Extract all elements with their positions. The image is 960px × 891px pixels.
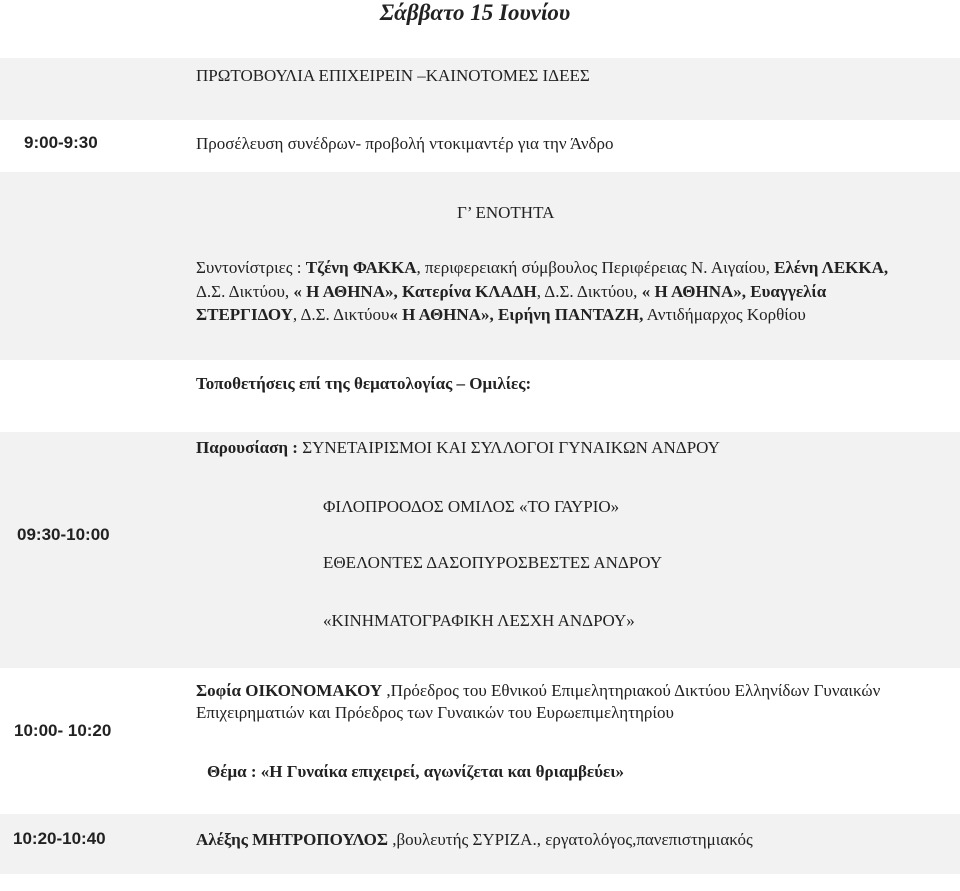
positions-heading: Τοποθετήσεις επί της θεματολογίας – Ομιλίες: [196, 374, 532, 393]
coordinators-line-2 [196, 281, 826, 303]
presentation-label: Παρουσίαση : [196, 438, 303, 457]
row1-time: 9:00-9:30 [24, 133, 98, 152]
speaker1-text [196, 680, 941, 724]
coordinator-name-2: Ελένη ΛΕΚΚΑ, [774, 258, 889, 277]
coordinators-label: Συντονίστριες : [196, 258, 306, 277]
speaker2-time: 10:20-10:40 [13, 829, 106, 848]
presentation-band [0, 432, 960, 668]
presentation-time: 09:30-10:00 [17, 525, 110, 544]
coordinator-role-3: , Δ.Σ. Δικτύου, [536, 282, 642, 301]
coordinators-line-3 [196, 304, 806, 326]
presentation-line [196, 437, 720, 459]
coordinator-role-1: , περιφερειακή σύμβουλος Περιφέρειας Ν. Αιγαίου, [416, 258, 775, 277]
banner-text: ΠΡΩΤΟΒΟΥΛΙΑ ΕΠΙΧΕΙΡΕΙΝ –ΚΑΙΝΟΤΟΜΕΣ ΙΔΕΕΣ [196, 66, 590, 85]
coordinator-name-6: « Η ΑΘΗΝΑ», Ειρήνη ΠΑΝΤΑΖΗ, [389, 305, 644, 324]
coordinator-role-2: Δ.Σ. Δικτύου, [196, 282, 294, 301]
coordinator-name-1: Τζένη ΦΑΚΚΑ [305, 258, 417, 277]
presentation-item: ΕΘΕΛΟΝΤΕΣ ΔΑΣΟΠΥΡΟΣΒΕΣΤΕΣ ΑΝΔΡΟΥ [323, 553, 663, 572]
coordinator-role-5: Αντιδήμαρχος Κορθίου [643, 305, 806, 324]
presentation-title: ΣΥΝΕΤΑΙΡΙΣΜΟΙ ΚΑΙ ΣΥΛΛΟΓΟΙ ΓΥΝΑΙΚΩΝ ΑΝΔΡΟΥ [302, 438, 720, 457]
speaker1-time: 10:00- 10:20 [14, 721, 112, 740]
speaker1-name: Σοφία ΟΙΚΟΝΟΜΑΚΟΥ [196, 681, 383, 700]
speaker2-role: ,βουλευτής ΣΥΡΙΖΑ., εργατολόγος,πανεπιστημιακός [387, 830, 753, 849]
coordinator-name-5: ΣΤΕΡΓΙΔΟΥ [196, 305, 293, 324]
speaker2-text [196, 829, 753, 851]
speaker2-name: Αλέξης ΜΗΤΡΟΠΟΥΛΟΣ [196, 830, 388, 849]
speaker1-topic: Θέμα : «Η Γυναίκα επιχειρεί, αγωνίζεται και θριαμβεύει» [207, 762, 625, 781]
presentation-item: ΦΙΛΟΠΡΟΟΔΟΣ ΟΜΙΛΟΣ «ΤΟ ΓΑΥΡΙΟ» [323, 497, 620, 516]
coordinators-line-1 [196, 257, 888, 279]
speaker1-role: ,Πρόεδρος του Εθνικού Επιμελητηριακού Δικτύου Ελληνίδων Γυναικών Επιχειρηματιών και Πρόεδρος των Γυναικών του Ευρωεπιμελητηρίου [196, 681, 881, 722]
page-title: Σάββατο 15 Ιουνίου [379, 0, 571, 25]
section-heading: Γ’ ΕΝΟΤΗΤΑ [457, 203, 555, 222]
coordinator-name-3: « Η ΑΘΗΝΑ», Κατερίνα ΚΛΑΔΗ [293, 282, 537, 301]
coordinator-role-4: , Δ.Σ. Δικτύου [292, 305, 390, 324]
coordinator-name-4: « Η ΑΘΗΝΑ», Ευαγγελία [641, 282, 827, 301]
presentation-item: «ΚΙΝΗΜΑΤΟΓΡΑΦΙΚΗ ΛΕΣΧΗ ΑΝΔΡΟΥ» [323, 611, 635, 630]
row1-text: Προσέλευση συνέδρων- προβολή ντοκιμαντέρ για την Άνδρο [196, 134, 614, 153]
